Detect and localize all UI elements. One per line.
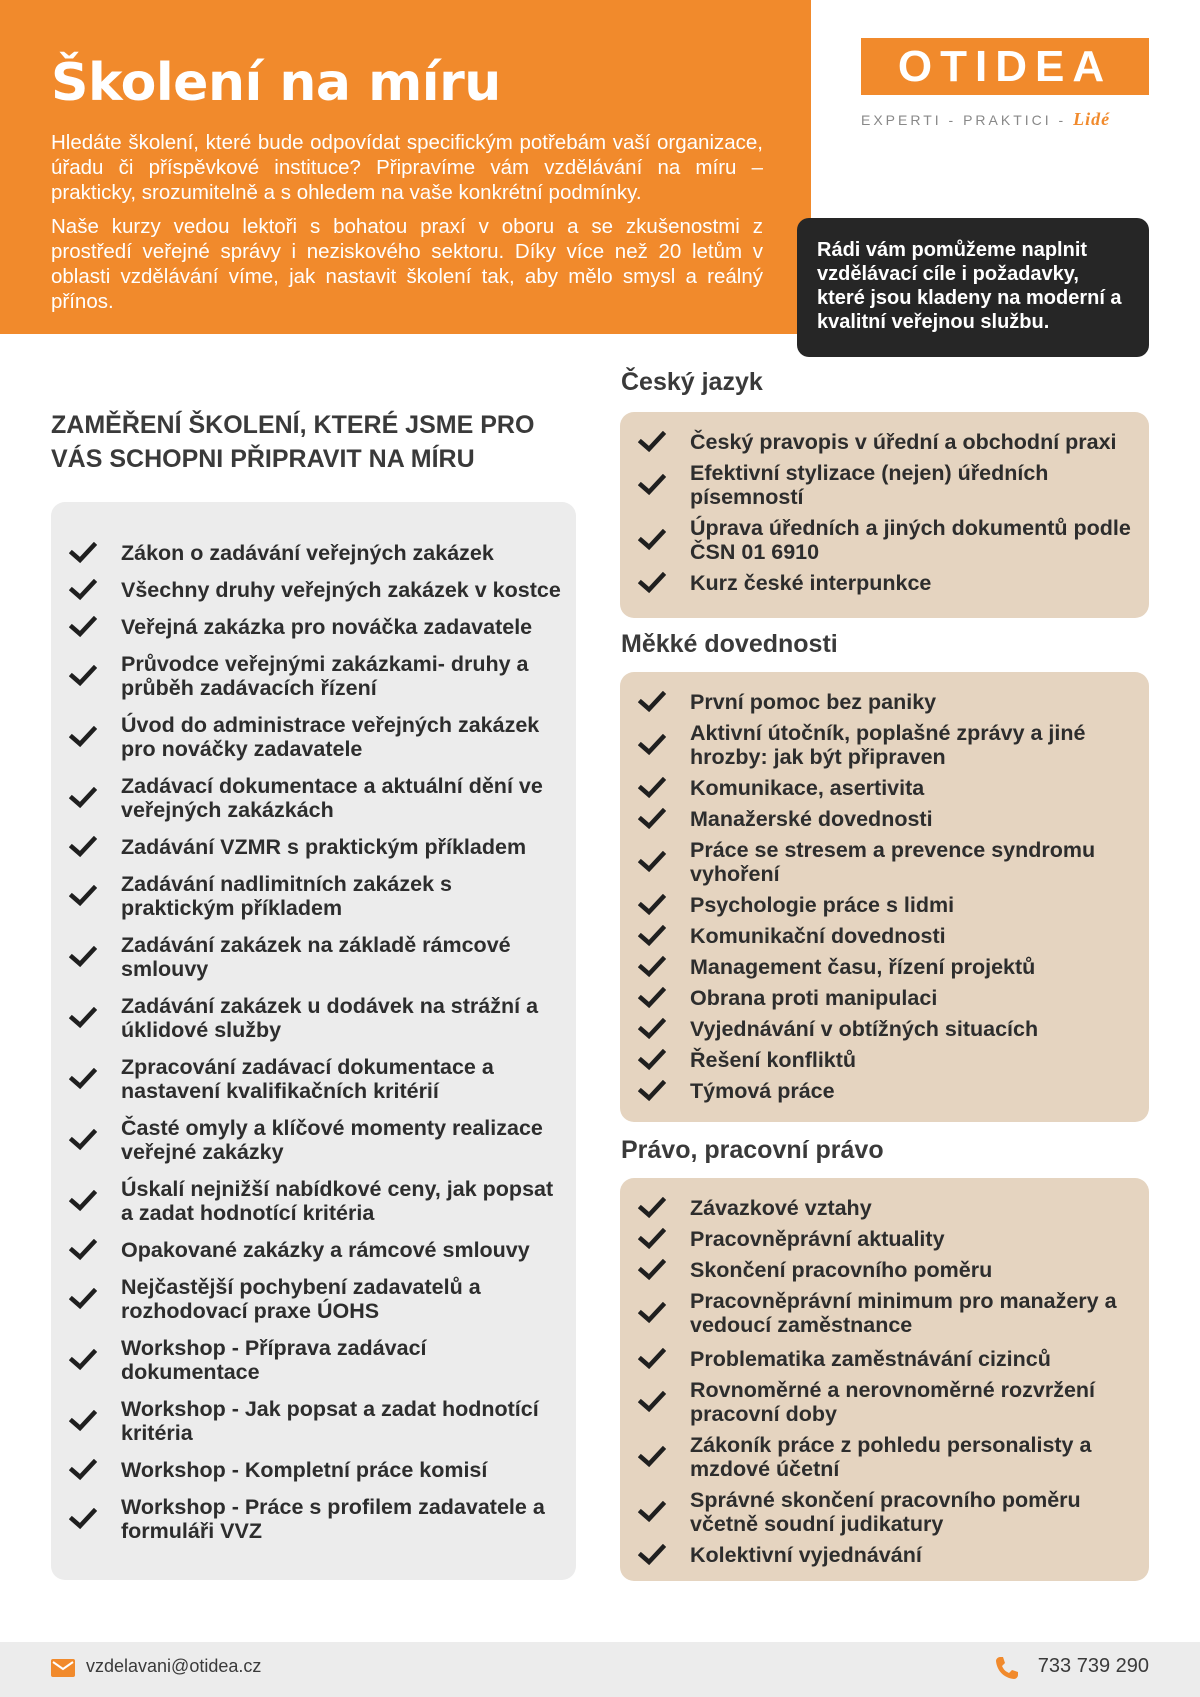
list-item <box>620 1378 1140 1426</box>
list-item <box>620 1227 1140 1251</box>
envelope-icon <box>51 1659 75 1677</box>
list-item <box>51 615 571 639</box>
list-item <box>620 1289 1140 1337</box>
list-item <box>620 776 1140 800</box>
check-icon <box>69 836 97 858</box>
check-icon <box>638 691 666 713</box>
check-icon <box>638 1302 666 1324</box>
list-item <box>620 1347 1140 1371</box>
list-item-label: Zadávací dokumentace a aktuální dění ve veřejných zakázkách <box>121 774 543 822</box>
list-item <box>620 893 1140 917</box>
focus-list <box>51 541 571 1556</box>
check-icon <box>638 808 666 830</box>
list-item-label: Týmová práce <box>690 1079 835 1103</box>
section-title-czech: Český jazyk <box>621 368 763 396</box>
logo-name: OTIDEA <box>897 42 1113 91</box>
list-item-label: Závazkové vztahy <box>690 1196 872 1220</box>
email-link[interactable]: vzdelavani@otidea.cz <box>86 1656 262 1676</box>
law-list <box>620 1196 1140 1574</box>
list-item-label: Zadávání nadlimitních zakázek s praktickým příkladem <box>121 872 452 920</box>
check-icon <box>638 1197 666 1219</box>
list-item-label: Zadávání VZMR s praktickým příkladem <box>121 835 527 859</box>
check-icon <box>638 431 666 453</box>
list-item <box>620 986 1140 1010</box>
check-icon <box>638 1391 666 1413</box>
list-item-label: Zpracování zadávací dokumentace a nastavení kvalifikačních kritérií <box>121 1055 494 1103</box>
list-item <box>620 955 1140 979</box>
list-item-label: Opakované zakázky a rámcové smlouvy <box>121 1238 530 1262</box>
check-icon <box>638 734 666 756</box>
list-item <box>620 1258 1140 1282</box>
hero-banner <box>0 0 811 334</box>
list-item-label: Problematika zaměstnávání cizinců <box>690 1347 1051 1371</box>
intro-paragraph: Hledáte školení, které bude odpovídat specifickým potřebám vaší organizace, úřadu či příspěvkové instituce? Připravíme vám vzdělávání na míru – prakticky, srozumitelně a s ohledem na vaše konkrétní podmínky. <box>51 131 763 204</box>
section-title-soft-skills: Měkké dovednosti <box>621 630 838 658</box>
list-item-label: Vyjednávání v obtížných situacích <box>690 1017 1039 1041</box>
check-icon <box>69 1239 97 1261</box>
list-item <box>51 774 571 822</box>
list-item <box>620 1543 1140 1567</box>
check-icon <box>638 1259 666 1281</box>
list-item-label: Komunikační dovednosti <box>690 924 946 948</box>
list-item <box>620 1048 1140 1072</box>
check-icon <box>69 1190 97 1212</box>
list-item <box>51 1495 571 1543</box>
list-item-label: Workshop - Kompletní práce komisí <box>121 1458 488 1482</box>
list-item-label: Efektivní stylizace (nejen) úředních písemností <box>690 461 1049 509</box>
list-item-label: Pracovněprávní minimum pro manažery a vedoucí zaměstnance <box>690 1289 1117 1337</box>
list-item-label: Všechny druhy veřejných zakázek v kostce <box>121 578 561 602</box>
list-item-label: Aktivní útočník, poplašné zprávy a jiné hrozby: jak být připraven <box>690 721 1086 769</box>
list-item-label: Komunikace, asertivita <box>690 776 925 800</box>
list-item <box>51 1116 571 1164</box>
phone-icon <box>994 1655 1020 1681</box>
logo-tagline <box>861 109 1149 130</box>
list-item <box>51 713 571 761</box>
check-icon <box>638 894 666 916</box>
check-icon <box>638 1544 666 1566</box>
list-item <box>620 1196 1140 1220</box>
page-title: Školení na míru <box>51 53 501 113</box>
check-icon <box>638 1348 666 1370</box>
check-icon <box>638 474 666 496</box>
list-item-label: Workshop - Jak popsat a zadat hodnotící kritéria <box>121 1397 539 1445</box>
czech-list <box>620 430 1140 602</box>
check-icon <box>638 987 666 1009</box>
list-item-label: Psychologie práce s lidmi <box>690 893 955 917</box>
check-icon <box>69 1129 97 1151</box>
list-item <box>51 994 571 1042</box>
list-item-label: Workshop - Příprava zadávací dokumentace <box>121 1336 427 1384</box>
list-item-label: Management času, řízení projektů <box>690 955 1036 979</box>
list-item <box>620 1488 1140 1536</box>
list-item <box>620 1017 1140 1041</box>
check-icon <box>69 946 97 968</box>
list-item <box>620 571 1140 595</box>
list-item <box>51 1177 571 1225</box>
list-item-label: Manažerské dovednosti <box>690 807 933 831</box>
list-item-label: Úprava úředních a jiných dokumentů podle ČSN 01 6910 <box>690 516 1131 564</box>
check-icon <box>638 956 666 978</box>
list-item-label: Časté omyly a klíčové momenty realizace veřejné zakázky <box>121 1116 543 1164</box>
list-item <box>620 924 1140 948</box>
list-item <box>51 1238 571 1262</box>
list-item-label: Zákoník práce z pohledu personalisty a mzdové účetní <box>690 1433 1092 1481</box>
check-icon <box>69 1508 97 1530</box>
focus-heading: ZAMĚŘENÍ ŠKOLENÍ, KTERÉ JSME PRO VÁS SCHOPNI PŘIPRAVIT NA MÍRU <box>51 411 535 473</box>
list-item <box>620 1079 1140 1103</box>
check-icon <box>69 885 97 907</box>
list-item-label: Úskalí nejnižší nabídkové ceny, jak popsat a zadat hodnotící kritéria <box>121 1177 554 1225</box>
list-item <box>51 1275 571 1323</box>
check-icon <box>638 1080 666 1102</box>
list-item <box>51 1055 571 1103</box>
footer <box>0 1642 1200 1697</box>
list-item-label: Úvod do administrace veřejných zakázek pro nováčky zadavatele <box>121 713 540 761</box>
list-item <box>51 1336 571 1384</box>
check-icon <box>69 665 97 687</box>
check-icon <box>638 1446 666 1468</box>
check-icon <box>69 787 97 809</box>
list-item <box>51 1397 571 1445</box>
list-item-label: Nejčastější pochybení zadavatelů a rozhodovací praxe ÚOHS <box>121 1275 481 1323</box>
list-item <box>51 933 571 981</box>
check-icon <box>638 529 666 551</box>
check-icon <box>69 726 97 748</box>
list-item-label: Pracovněprávní aktuality <box>690 1227 945 1251</box>
list-item-label: První pomoc bez paniky <box>690 690 937 714</box>
check-icon <box>69 1007 97 1029</box>
list-item-label: Průvodce veřejnými zakázkami- druhy a průběh zadávacích řízení <box>121 652 529 700</box>
list-item-label: Práce se stresem a prevence syndromu vyhoření <box>690 838 1096 886</box>
check-icon <box>69 579 97 601</box>
otidea-logo <box>861 38 1149 138</box>
list-item <box>620 807 1140 831</box>
logo-tagline-text: EXPERTI - PRAKTICI - <box>861 112 1067 128</box>
check-icon <box>638 851 666 873</box>
list-item <box>51 652 571 700</box>
list-item <box>51 835 571 859</box>
list-item <box>620 1433 1140 1481</box>
list-item-label: Rovnoměrné a nerovnoměrné rozvržení pracovní doby <box>690 1378 1096 1426</box>
list-item <box>620 721 1140 769</box>
list-item-label: Kolektivní vyjednávání <box>690 1543 922 1567</box>
list-item-label: Český pravopis v úřední a obchodní praxi <box>690 430 1117 454</box>
list-item <box>51 578 571 602</box>
list-item <box>620 690 1140 714</box>
check-icon <box>69 1349 97 1371</box>
list-item-label: Veřejná zakázka pro nováčka zadavatele <box>121 615 533 639</box>
check-icon <box>638 1228 666 1250</box>
list-item-label: Zákon o zadávání veřejných zakázek <box>121 541 494 565</box>
list-item <box>620 461 1140 509</box>
check-icon <box>69 1459 97 1481</box>
check-icon <box>638 777 666 799</box>
list-item-label: Kurz české interpunkce <box>690 571 932 595</box>
lecturers-paragraph: Naše kurzy vedou lektoři s bohatou praxí v oboru a se zkušenostmi z prostředí veřejné správy i neziskového sektoru. Díky více než 20 letům v oblasti vzdělávání víme, jak nastavit školení tak, aby mělo smysl a reálný přínos. <box>51 215 763 313</box>
list-item-label: Zadávání zakázek u dodávek na strážní a úklidové služby <box>121 994 539 1042</box>
check-icon <box>638 1501 666 1523</box>
list-item-label: Obrana proti manipulaci <box>690 986 938 1010</box>
callout-box: Rádi vám pomůžeme naplnit vzdělávací cíle i požadavky, které jsou kladeny na moderní a kvalitní veřejnou službu. <box>797 218 1149 357</box>
list-item-label: Skončení pracovního poměru <box>690 1258 993 1282</box>
section-title-law: Právo, pracovní právo <box>621 1136 884 1164</box>
check-icon <box>69 542 97 564</box>
check-icon <box>638 925 666 947</box>
list-item <box>620 430 1140 454</box>
check-icon <box>69 1068 97 1090</box>
check-icon <box>69 616 97 638</box>
phone-number[interactable]: 733 739 290 <box>1037 1655 1149 1677</box>
check-icon <box>638 1018 666 1040</box>
list-item <box>51 872 571 920</box>
check-icon <box>69 1288 97 1310</box>
list-item-label: Řešení konfliktů <box>690 1048 857 1072</box>
check-icon <box>638 1049 666 1071</box>
list-item <box>51 541 571 565</box>
list-item <box>620 838 1140 886</box>
list-item-label: Správné skončení pracovního poměru včetně soudní judikatury <box>690 1488 1081 1536</box>
list-item <box>51 1458 571 1482</box>
list-item-label: Workshop - Práce s profilem zadavatele a formuláři VVZ <box>121 1495 545 1543</box>
list-item <box>620 516 1140 564</box>
list-item-label: Zadávání zakázek na základě rámcové smlouvy <box>121 933 511 981</box>
check-icon <box>69 1410 97 1432</box>
logo-tagline-accent: Lidé <box>1073 109 1111 129</box>
soft-skills-list <box>620 690 1140 1110</box>
check-icon <box>638 572 666 594</box>
